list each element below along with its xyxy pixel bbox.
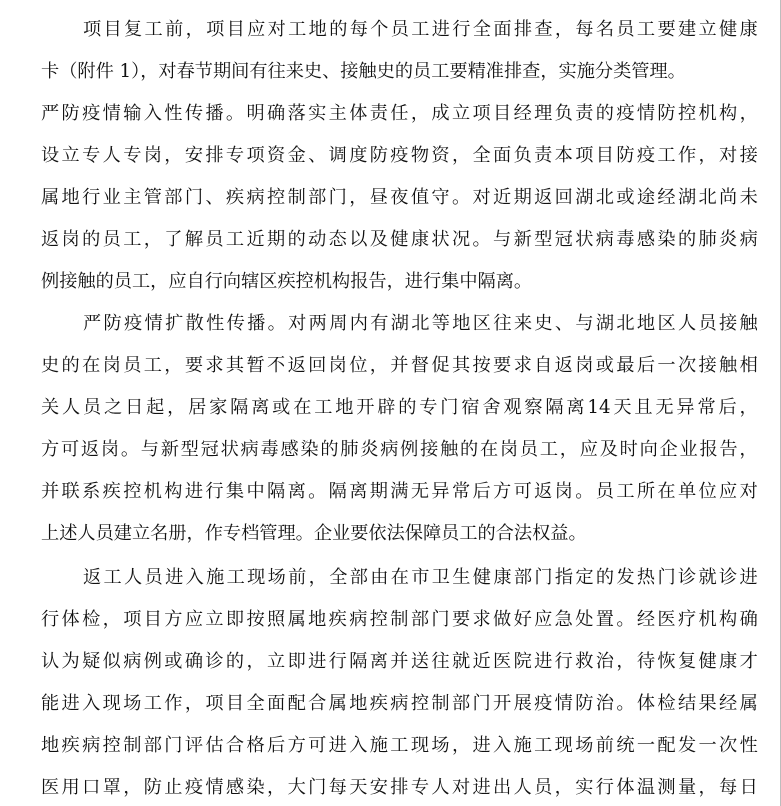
text-line: 属 地 行 业 主 管 部 门 、 疾 病 控 制 部 门 ， 昼 夜 值 守 。 对 近 期 返 回 湖 北 或 途 经 湖 北 尚 未 [41, 187, 758, 208]
text-line: 方 可 返 岗 。 与 新 型 冠 状 病 毒 感 染 的 肺 炎 病 例 接 触 的 在 岗 员 工 ， 应 及 时 向 企 业 报 告 ， [41, 439, 758, 460]
text-line: 返 工 人 员 进 入 施 工 现 场 前 ， 全 部 由 在 市 卫 生 健 康 部 门 指 定 的 发 热 门 诊 就 诊 进 [83, 567, 758, 588]
text-line: 返 岗 的 员 工 ， 了 解 员 工 近 期 的 动 态 以 及 健 康 状 况 。 与 新 型 冠 状 病 毒 感 染 的 肺 炎 病 [41, 229, 758, 250]
text-line: 项 目 复 工 前 ， 项 目 应 对 工 地 的 每 个 员 工 进 行 全 面 排 查 ， 每 名 员 工 要 建 立 健 康 [83, 19, 758, 40]
text-line: 上述人员建立名册，作专档管理。企业要依法保障员工的合法权益。 [41, 523, 587, 544]
text-line: 设 立 专 人 专 岗 ， 安 排 专 项 资 金 、 调 度 防 疫 物 资 ， 全 面 负 责 本 项 目 防 疫 工 作 ， 对 接 [41, 145, 758, 166]
text-line: 例接触的员工，应自行向辖区疾控机构报告，进行集中隔离。 [41, 271, 533, 292]
text-line: 严 防 疫 情 扩 散 性 传 播 。 对 两 周 内 有 湖 北 等 地 区 往 来 史 、 与 湖 北 地 区 人 员 接 触 [83, 313, 758, 334]
text-line: 关 人 员 之 日 起 ， 居 家 隔 离 或 在 工 地 开 辟 的 专 门 宿 舍 观 察 隔 离 14 天 且 无 异 常 后 ， [41, 397, 758, 418]
text-line: 认 为 疑 似 病 例 或 确 诊 的 ， 立 即 进 行 隔 离 并 送 往 就 近 医 院 进 行 救 治 ， 待 恢 复 健 康 才 [41, 651, 758, 672]
text-line: 地 疾 病 控 制 部 门 评 估 合 格 后 方 可 进 入 施 工 现 场 ， 进 入 施 工 现 场 前 统 一 配 发 一 次 性 [41, 735, 758, 756]
text-line: 卡（附件 1），对春节期间有往来史、接触史的员工要精准排查，实施分类管理。 [41, 61, 686, 82]
text-line: 医 用 口 罩 ， 防 止 疫 情 感 染 ， 大 门 每 天 安 排 专 人 对 进 出 人 员 ， 实 行 体 温 测 量 ， 每 日 [41, 777, 758, 798]
text-line: 能 进 入 现 场 工 作 ， 项 目 全 面 配 合 属 地 疾 病 控 制 部 门 开 展 疫 情 防 治 。 体 检 结 果 经 属 [41, 693, 758, 714]
text-line: 严 防 疫 情 输 入 性 传 播 。 明 确 落 实 主 体 责 任 ， 成 立 项 目 经 理 负 责 的 疫 情 防 控 机 构 ， [41, 103, 758, 124]
text-line: 并 联 系 疾 控 机 构 进 行 集 中 隔 离 。 隔 离 期 满 无 异 常 后 方 可 返 岗 。 员 工 所 在 单 位 应 对 [41, 481, 758, 502]
text-line: 行 体 检 ， 项 目 方 应 立 即 按 照 属 地 疾 病 控 制 部 门 要 求 做 好 应 急 处 置 。 经 医 疗 机 构 确 [41, 609, 758, 630]
text-line: 史 的 在 岗 员 工 ， 要 求 其 暂 不 返 回 岗 位 ， 并 督 促 其 按 要 求 自 返 岗 或 最 后 一 次 接 触 相 [41, 355, 758, 376]
